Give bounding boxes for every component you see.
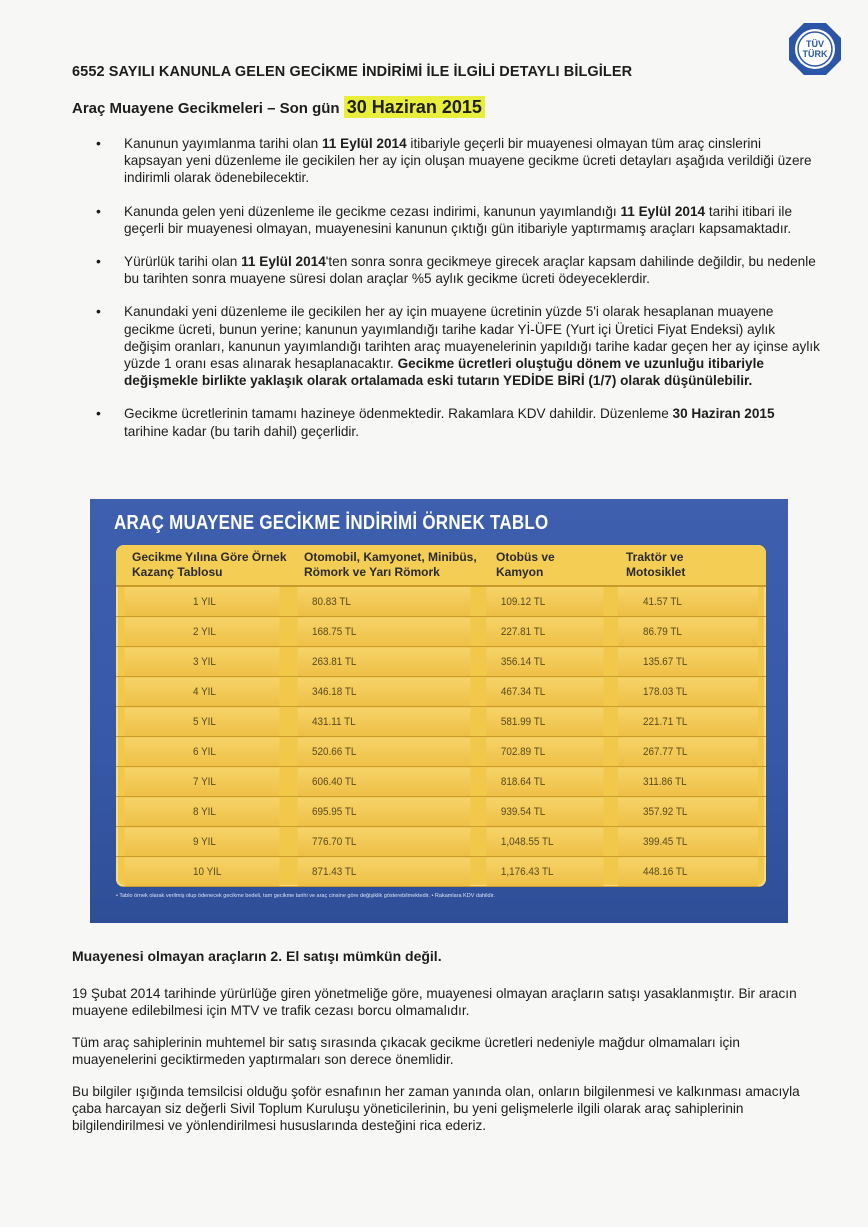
discount-table <box>116 545 766 887</box>
table-cell: 221.71 TL <box>618 707 758 737</box>
page-title: 6552 SAYILI KANUNLA GELEN GECİKME İNDİRİMİ İLE İLGİLİ DETAYLI BİLGİLER <box>72 64 633 80</box>
table-cell: 9 YIL <box>125 827 280 857</box>
tuv-turk-logo <box>788 22 842 76</box>
table-footnote: • Tablo örnek olarak verilmiş olup ödenecek gecikme bedeli, tam gecikme tarihi ve araç cinsine göre değişiklik gösterebilmektedir. • Rakamlara KDV dahildir. <box>116 893 495 899</box>
info-bullet-list <box>96 135 822 456</box>
logo-line1: TÜV <box>806 39 824 49</box>
list-item: • Yürürlük tarihi olan 11 Eylül 2014'ten sonra sonra gecikmeye girecek araçlar kapsam dahilinde değildir, bu nedenle bu tarihten sonra muayene süresi dolan araçlar %5 aylık gecikme ücreti ödeyeceklerdir. <box>96 253 822 287</box>
table-row <box>116 707 766 737</box>
table-row <box>116 617 766 647</box>
table-cell: 1 YIL <box>125 586 280 617</box>
paragraph: 19 Şubat 2014 tarihinde yürürlüğe giren yönetmeliğe göre, muayenesi olmayan araçların satışı yasaklanmıştır. Bir aracın muayene edilebilmesi için MTV ve trafik cezası borcu olmamalıdır. <box>72 986 797 1019</box>
table-cell: 399.45 TL <box>618 827 758 857</box>
table-row <box>116 797 766 827</box>
table-row <box>116 767 766 797</box>
subtitle-text: Araç Muayene Gecikmeleri – Son gün <box>72 100 340 117</box>
list-item: • Kanunun yayımlanma tarihi olan 11 Eylül 2014 itibariyle geçerli bir muayenesi olmayan tüm araç cinslerini kapsayan yeni düzenleme ile gecikilen her ay için oluşan muayene gecikme ücreti detayları aşağıda verildiği üzere indirimli olarak ödenebilecektir. <box>96 135 822 187</box>
table-cell: 263.81 TL <box>298 647 471 677</box>
table-cell: 86.79 TL <box>618 617 758 647</box>
table-cell: 606.40 TL <box>298 767 471 797</box>
table-cell: 695.95 TL <box>298 797 471 827</box>
table-cell: 3 YIL <box>125 647 280 677</box>
page-subtitle <box>72 97 792 118</box>
header-cell: Otobüs ve Kamyon <box>480 545 610 586</box>
header-cell: Otomobil, Kamyonet, Minibüs, Römork ve Yarı Römork <box>288 545 480 586</box>
table-row <box>116 677 766 707</box>
paragraph: Tüm araç sahiplerinin muhtemel bir satış sırasında çıkacak gecikme ücretleri nedeniyle mağdur olmamaları için muayenelerini geciktirmeden yaptırmaları son derece önemlidir. <box>72 1035 740 1068</box>
table-cell: 1,176.43 TL <box>487 857 604 887</box>
table-row <box>116 647 766 677</box>
table-row <box>116 857 766 887</box>
table-header-row <box>116 545 766 586</box>
table-cell: 2 YIL <box>125 617 280 647</box>
table-cell: 10 YIL <box>125 857 280 887</box>
table-cell: 6 YIL <box>125 737 280 767</box>
discount-table-card <box>116 545 766 887</box>
table-cell: 80.83 TL <box>298 586 471 617</box>
table-title: ARAÇ MUAYENE GECİKME İNDİRİMİ ÖRNEK TABLO <box>114 512 549 534</box>
table-cell: 346.18 TL <box>298 677 471 707</box>
table-cell: 4 YIL <box>125 677 280 707</box>
table-cell: 168.75 TL <box>298 617 471 647</box>
table-cell: 5 YIL <box>125 707 280 737</box>
table-cell: 448.16 TL <box>618 857 758 887</box>
table-cell: 311.86 TL <box>618 767 758 797</box>
list-item: • Kanundaki yeni düzenleme ile gecikilen her ay için muayene ücretinin yüzde 5'i olarak hesaplanan muayene gecikme ücreti, bunun yerine; kanunun yayımlandığı tarihe kadar Yİ-ÜFE (Yurt içi Üretici Fiyat Endeksi) aylık değişim oranları, kanunun yayımlandığı tarihten araç muayenelerinin yapıldığı tarihe kadar geçen her ay içinse aylık yüzde 1 oranı esas alınarak hesaplanacaktır. Gecikme ücretleri oluştuğu dönem ve uzunluğu itibariyle değişmekle birlikte yaklaşık olarak ortalamada eski tutarın YEDİDE BİRİ (1/7) olarak düşünülebilir. <box>96 303 822 389</box>
logo-line2: TÜRK <box>802 49 828 59</box>
table-cell: 357.92 TL <box>618 797 758 827</box>
header-cell: Traktör ve Motosiklet <box>610 545 766 586</box>
table-cell: 227.81 TL <box>487 617 604 647</box>
table-cell: 431.11 TL <box>298 707 471 737</box>
table-cell: 8 YIL <box>125 797 280 827</box>
table-cell: 871.43 TL <box>298 857 471 887</box>
table-row <box>116 586 766 617</box>
table-row <box>116 827 766 857</box>
table-cell: 776.70 TL <box>298 827 471 857</box>
table-cell: 41.57 TL <box>618 586 758 617</box>
table-cell: 467.34 TL <box>487 677 604 707</box>
table-cell: 520.66 TL <box>298 737 471 767</box>
paragraph: Bu bilgiler ışığında temsilcisi olduğu şoför esnafının her zaman yanında olan, onların bilgilenmesi ve kalkınması amacıyla çaba harcayan siz değerli Sivil Toplum Kuruluşu yöneticilerinin, bu yeni gelişmelerle ilgili olarak araç sahiplerinin bilgilendirilmesi ve yönlendirilmesi hususlarında desteğini rica ederiz. <box>72 1084 800 1134</box>
table-cell: 1,048.55 TL <box>487 827 604 857</box>
discount-table-panel <box>90 499 788 923</box>
table-cell: 178.03 TL <box>618 677 758 707</box>
table-cell: 581.99 TL <box>487 707 604 737</box>
table-cell: 7 YIL <box>125 767 280 797</box>
header-cell: Gecikme Yılına Göre Örnek Kazanç Tablosu <box>116 545 288 586</box>
list-item: • Kanunda gelen yeni düzenleme ile gecikme cezası indirimi, kanunun yayımlandığı 11 Eylül 2014 tarihi itibari ile geçerli bir muayenesi olmayan, muayenesini kanunun çıktığı gün itibariyle yaptırmamış araçları kapsamaktadır. <box>96 203 822 237</box>
table-cell: 702.89 TL <box>487 737 604 767</box>
list-item: • Gecikme ücretlerinin tamamı hazineye ödenmektedir. Rakamlara KDV dahildir. Düzenleme 30 Haziran 2015 tarihine kadar (bu tarih dahil) geçerlidir. <box>96 405 822 439</box>
table-cell: 109.12 TL <box>487 586 604 617</box>
table-cell: 267.77 TL <box>618 737 758 767</box>
table-row <box>116 737 766 767</box>
deadline-highlight: 30 Haziran 2015 <box>344 96 485 118</box>
table-cell: 135.67 TL <box>618 647 758 677</box>
table-cell: 818.64 TL <box>487 767 604 797</box>
section-heading: Muayenesi olmayan araçların 2. El satışı mümkün değil. <box>72 948 442 964</box>
table-cell: 356.14 TL <box>487 647 604 677</box>
table-cell: 939.54 TL <box>487 797 604 827</box>
